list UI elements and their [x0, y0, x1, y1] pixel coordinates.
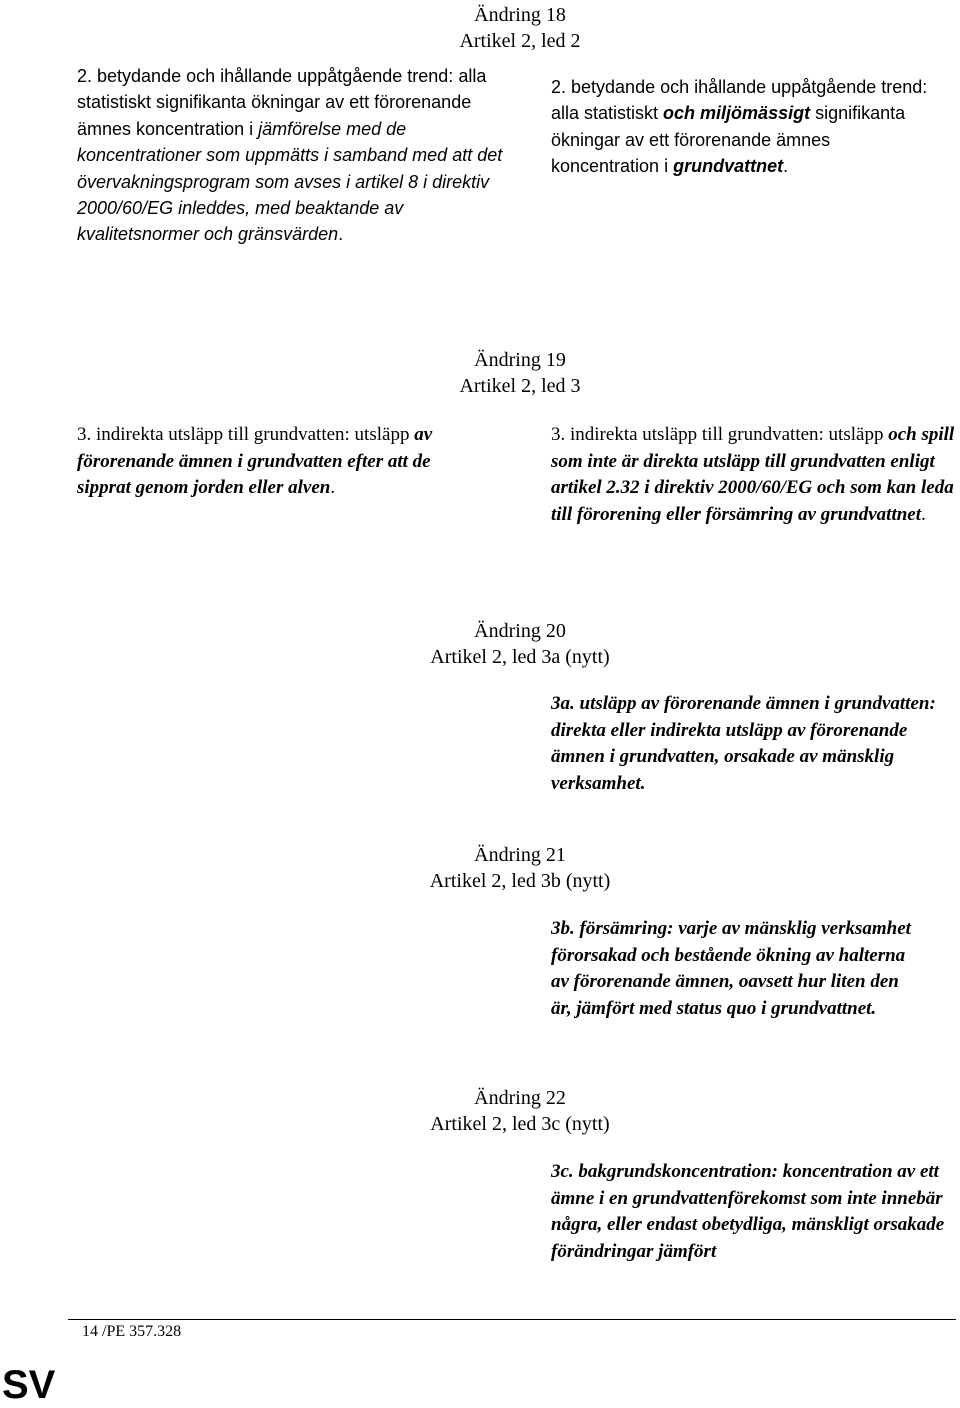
amendment-21-heading — [0, 842, 960, 894]
amendment-21-amended-text: 3b. försämring: varje av mänsklig verksamhet förorsakad och bestående ökning av halterna av förorenande ämnen, oavsett hur liten den är, jämfört med status quo i grundvattnet. — [551, 918, 911, 1019]
amendment-20-amended-text: 3a. utsläpp av förorenande ämnen i grundvatten: direkta eller indirekta utsläpp av förorenande ämnen i grundvatten, orsakade av mänsklig verksamhet. — [551, 693, 936, 794]
amendment-title: Ändring 21 — [474, 844, 566, 866]
amendment-19-amended-text: 3. indirekta utsläpp till grundvatten: utsläpp och spill som inte är direkta utsläpp till grundvatten enligt artikel 2.32 i direktiv 2000/60/EG och som kan leda till förorening eller försämring av grundvattnet. — [551, 424, 955, 525]
amendment-title: Ändring 22 — [474, 1087, 566, 1109]
amendment-article: Artikel 2, led 3 — [459, 375, 581, 397]
amendment-article: Artikel 2, led 3a (nytt) — [430, 646, 610, 668]
amendment-title: Ändring 19 — [474, 349, 566, 371]
amendment-title: Ändring 20 — [474, 620, 566, 642]
amendment-19-heading — [0, 347, 960, 399]
amendment-article: Artikel 2, led 3b (nytt) — [429, 870, 611, 892]
amendment-title: Ändring 18 — [474, 4, 566, 26]
language-code: SV — [2, 1363, 56, 1407]
amendment-22-amended-text: 3c. bakgrundskoncentration: koncentration av ett ämne i en grundvattenförekomst som inte innebär några, eller endast obetydliga, mänskligt orsakade förändringar jämfört — [551, 1161, 945, 1262]
amendment-article: Artikel 2, led 2 — [459, 30, 581, 52]
amendment-19-original-text: 3. indirekta utsläpp till grundvatten: utsläpp av förorenande ämnen i grundvatten efter att de sipprat genom jorden eller alven. — [77, 424, 433, 499]
amendment-18-amended-text: 2. betydande och ihållande uppåtgående trend: alla statistiskt och miljömässigt signifikanta ökningar av ett förorenande ämnes koncentration i grundvattnet. — [551, 77, 928, 177]
amendment-18-original-text: 2. betydande och ihållande uppåtgående trend: alla statistiskt signifikanta ökningar av ett förorenande ämnes koncentration i jämförelse med de koncentrationer som uppmätts i samband med att det övervakningsprogram som avses i artikel 8 i direktiv 2000/60/EG inleddes, med beaktande av kvalitetsnormer och gränsvärden. — [77, 66, 503, 245]
footer-divider — [68, 1319, 956, 1320]
amendment-18-heading — [0, 2, 960, 54]
amendment-22-heading — [0, 1085, 960, 1137]
page-reference: 14 /PE 357.328 — [82, 1323, 182, 1340]
amendment-20-heading — [0, 618, 960, 670]
amendment-article: Artikel 2, led 3c (nytt) — [430, 1113, 610, 1135]
